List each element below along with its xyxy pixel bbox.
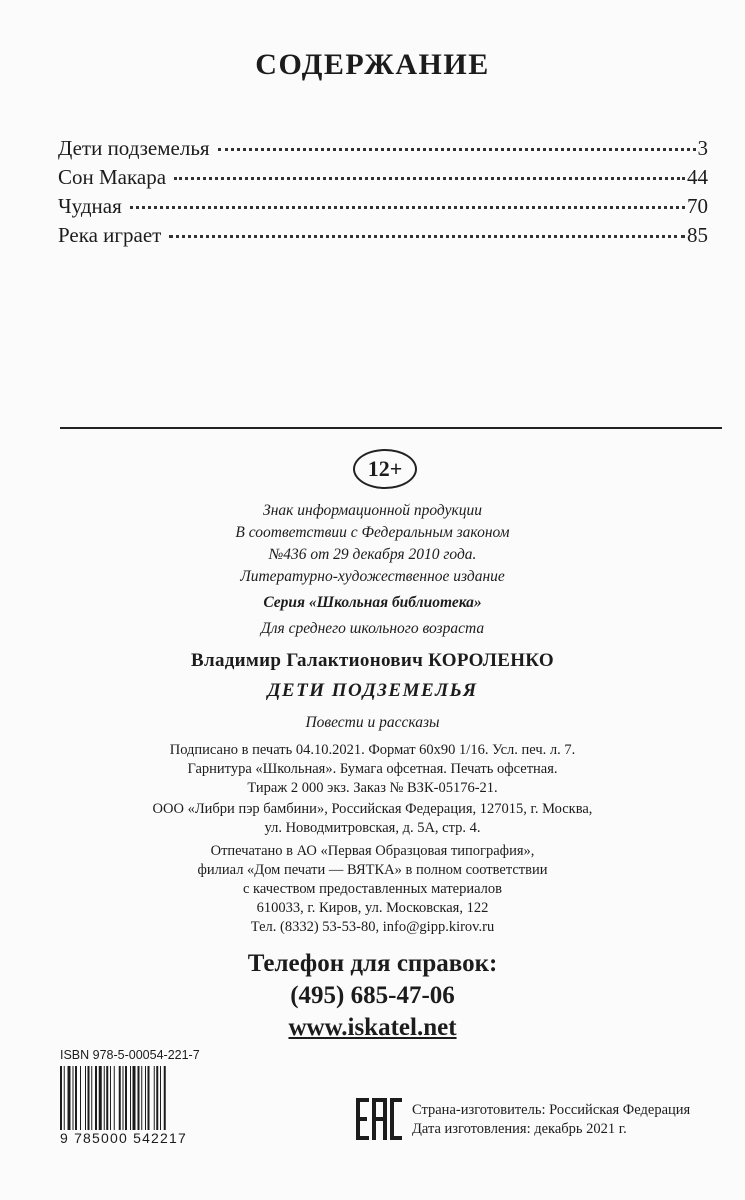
toc-entry-title: Река играет (58, 223, 162, 247)
printer-line: с качеством предоставленных материалов (242, 881, 503, 897)
page-title: СОДЕРЖАНИЕ (255, 48, 490, 81)
info-sign-line: Знак информационной продукции (263, 502, 482, 519)
contact-label: Телефон для справок: (247, 950, 498, 977)
age-rating-badge: 12+ (353, 449, 417, 489)
printer-line: Отпечатано в АО «Первая Образцовая типография», (210, 843, 535, 859)
toc-entry[interactable] (58, 194, 708, 223)
toc-entry-title: Сон Макара (58, 165, 167, 189)
edition-type: Литературно-художественное издание (240, 568, 505, 585)
toc-entry-page: 85 (687, 223, 708, 247)
book-subtitle: Повести и рассказы (305, 714, 440, 731)
info-sign-block (0, 500, 745, 566)
author-name: Владимир Галактионович КОРОЛЕНКО (191, 650, 554, 671)
toc-entry-page: 3 (697, 136, 708, 160)
publisher-line: ул. Новодмитровская, д. 5А, стр. 4. (264, 820, 481, 836)
toc-leader-dots (169, 234, 685, 238)
toc-entry[interactable] (58, 223, 708, 252)
barcode-icon (60, 1066, 196, 1130)
toc-entry-page: 70 (687, 194, 708, 218)
eac-mark-icon (356, 1098, 402, 1140)
printer-line: Тел. (8332) 53-53-80, info@gipp.kirov.ru (250, 919, 495, 935)
printer-line: филиал «Дом печати — ВЯТКА» в полном соответствии (197, 862, 548, 878)
print-info-line: Подписано в печать 04.10.2021. Формат 60x90 1/16. Усл. печ. л. 7. (169, 742, 576, 758)
toc-entry-title: Дети подземелья (58, 136, 210, 160)
divider (60, 427, 722, 429)
contact-block (0, 948, 745, 1044)
publisher-block (0, 800, 745, 838)
info-sign-line: В соответствии с Федеральным законом (235, 524, 510, 541)
printer-block (0, 842, 745, 937)
contact-phone[interactable]: (495) 685-47-06 (290, 982, 455, 1009)
toc-leader-dots (218, 147, 696, 151)
toc-leader-dots (174, 176, 685, 180)
barcode-number: 9 785000 542217 (60, 1130, 187, 1146)
publisher-line: ООО «Либри пэр бамбини», Российская Федерация, 127015, г. Москва, (152, 801, 593, 817)
printer-line: 610033, г. Киров, ул. Московская, 122 (256, 900, 489, 916)
audience-note: Для среднего школьного возраста (260, 620, 485, 637)
print-info-block (0, 741, 745, 798)
table-of-contents (58, 136, 708, 252)
toc-entry[interactable] (58, 165, 708, 194)
manufacturer-country: Страна-изготовитель: Российская Федерация (412, 1102, 691, 1118)
toc-entry[interactable] (58, 136, 708, 165)
print-info-line: Тираж 2 000 экз. Заказ № ВЗК-05176-21. (247, 780, 498, 796)
toc-entry-title: Чудная (58, 194, 122, 218)
toc-entry-page: 44 (687, 165, 708, 189)
series-name: Серия «Школьная библиотека» (263, 594, 482, 611)
toc-leader-dots (130, 205, 685, 209)
manufacturer-block (412, 1101, 690, 1139)
manufacturer-date: Дата изготовления: декабрь 2021 г. (412, 1121, 627, 1137)
isbn-text: ISBN 978-5-00054-221-7 (60, 1048, 200, 1062)
book-title: ДЕТИ ПОДЗЕМЕЛЬЯ (267, 680, 478, 701)
print-info-line: Гарнитура «Школьная». Бумага офсетная. Печать офсетная. (187, 761, 558, 777)
info-sign-line: №436 от 29 декабря 2010 года. (268, 546, 477, 563)
contact-website-link[interactable]: www.iskatel.net (288, 1014, 457, 1041)
